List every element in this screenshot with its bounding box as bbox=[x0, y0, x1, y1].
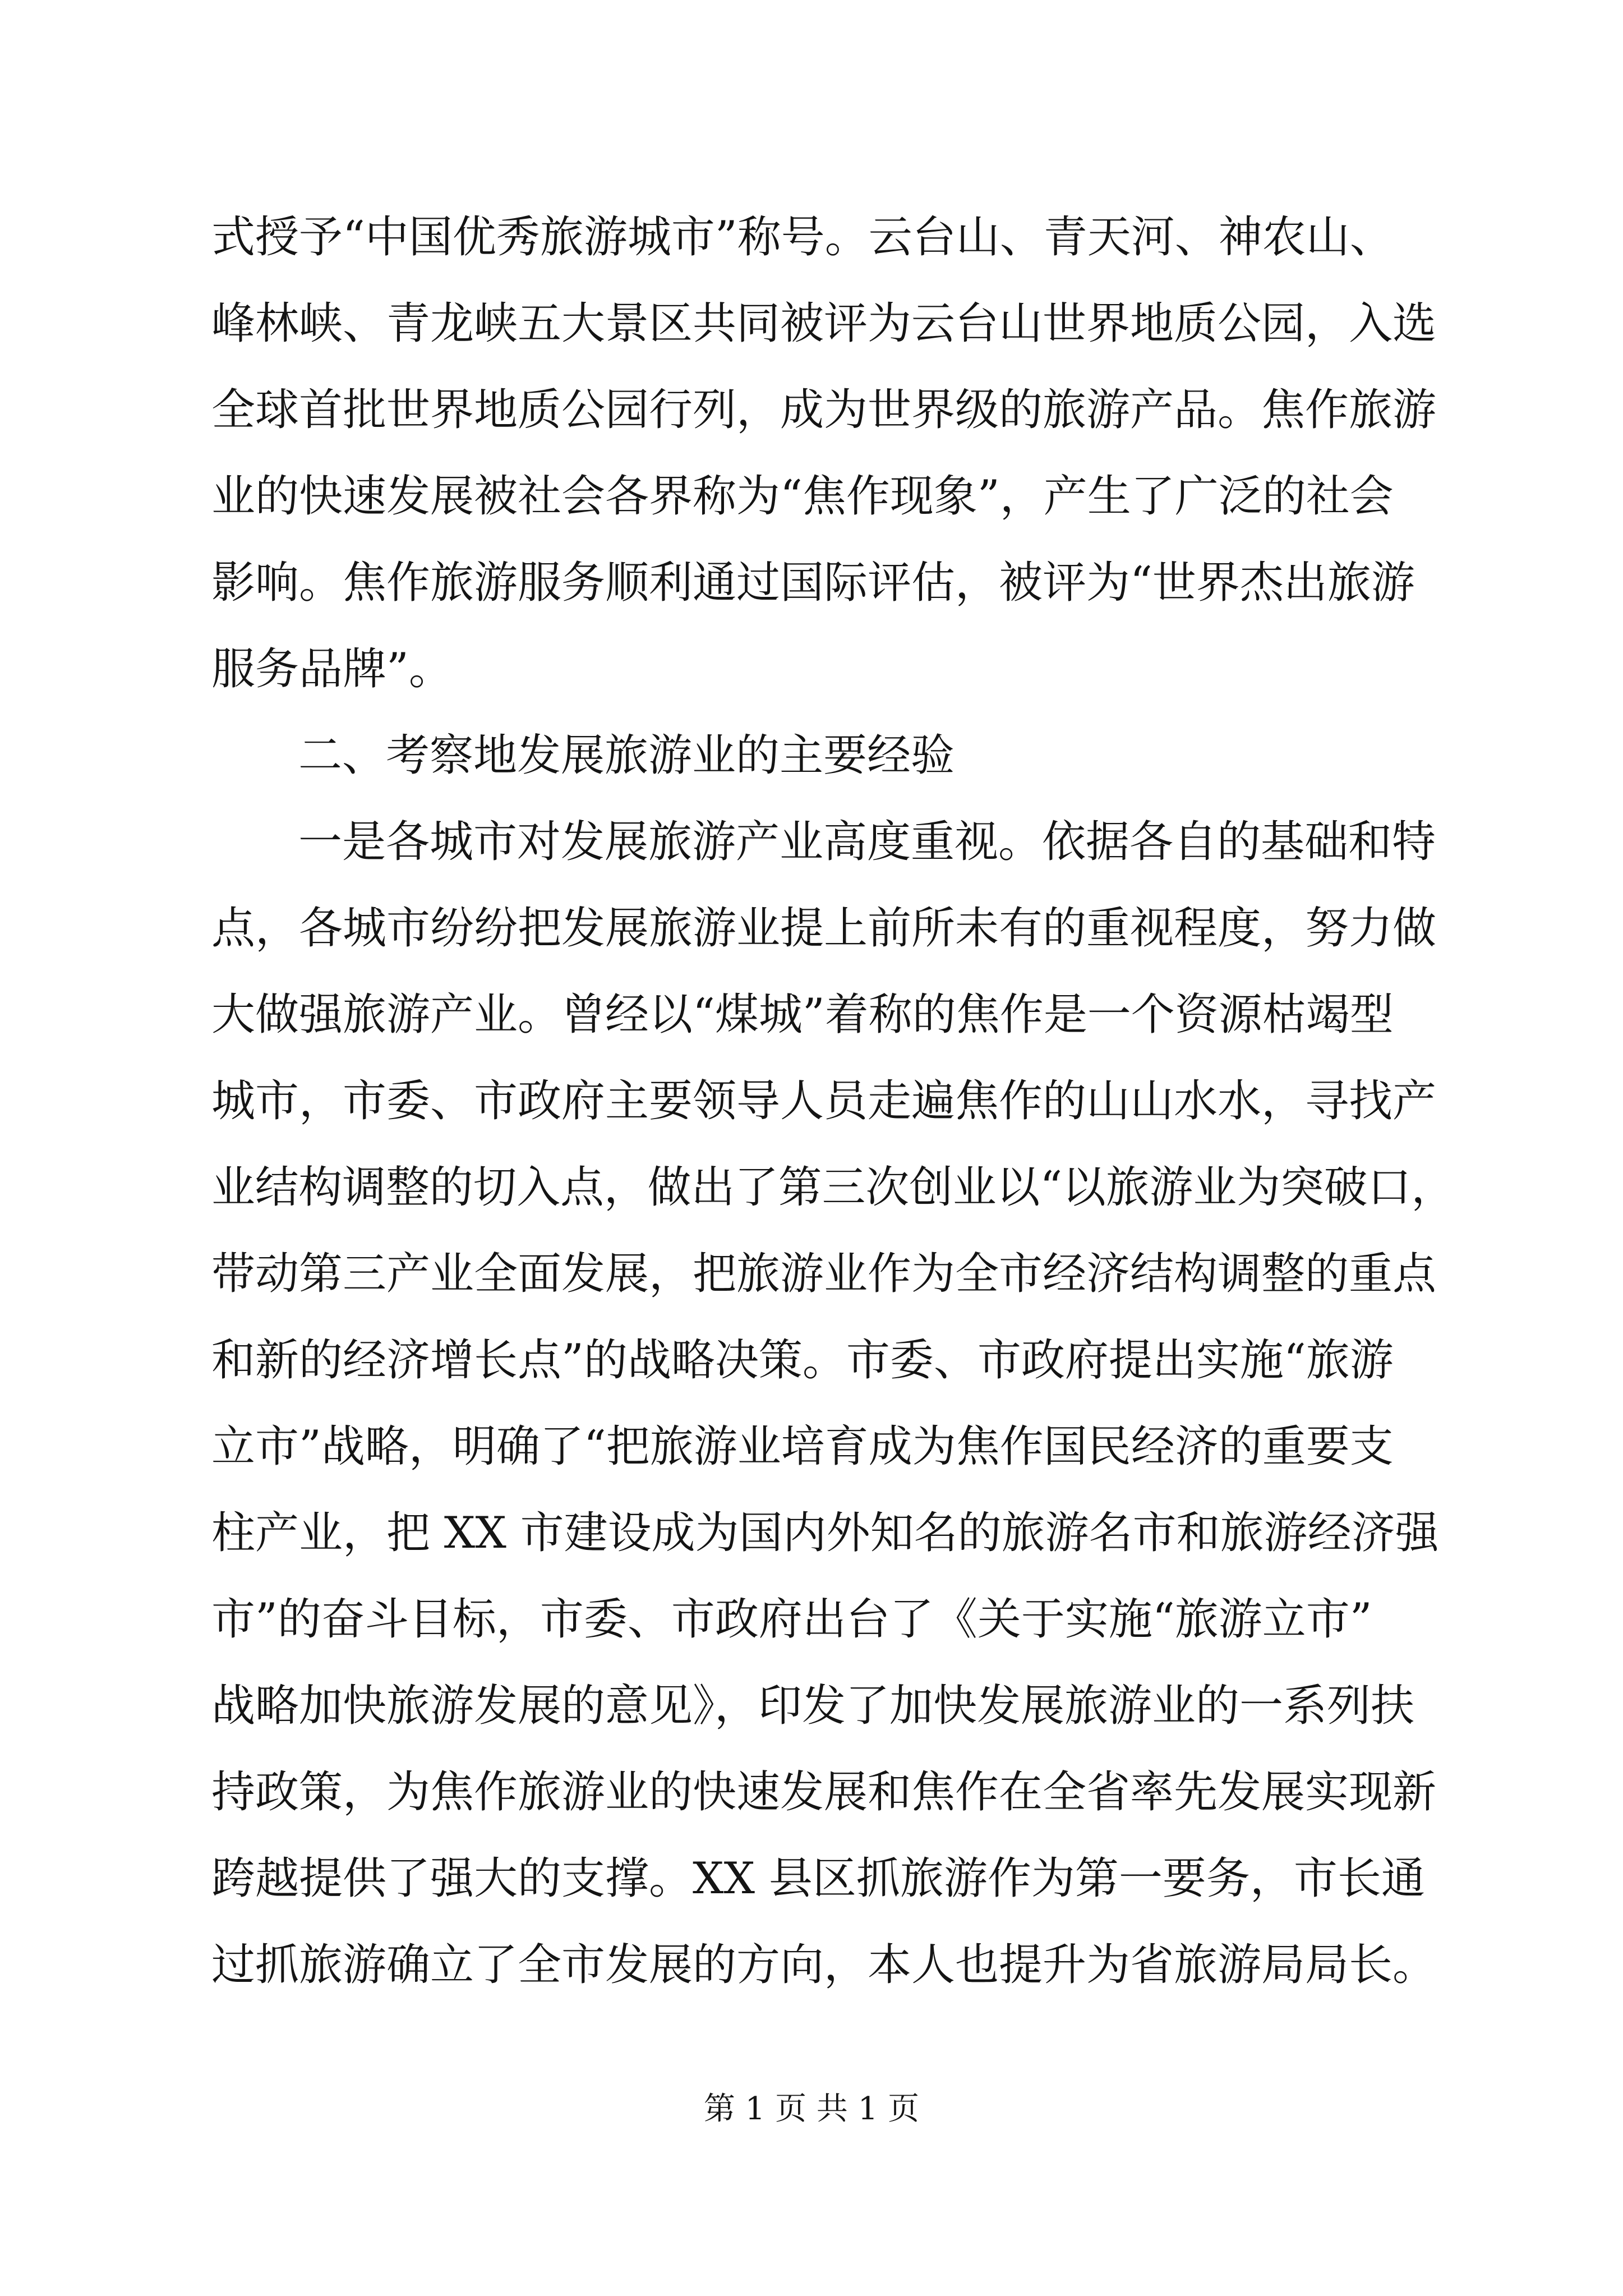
body-text-line: 市”的奋斗目标，市委、市政府出台了《关于实施“旅游立市” bbox=[211, 1594, 1372, 1645]
body-text-line: 影响。焦作旅游服务顺利通过国际评估，被评为“世界杰出旅游 bbox=[211, 558, 1415, 608]
body-text-line: 城市，市委、市政府主要领导人员走遍焦作的山山水水，寻找产 bbox=[211, 1076, 1437, 1126]
body-text-line: 点，各城市纷纷把发展旅游业提上前所未有的重视程度，努力做 bbox=[211, 903, 1437, 954]
body-text-line: 带动第三产业全面发展，把旅游业作为全市经济结构调整的重点 bbox=[211, 1249, 1437, 1299]
body-text-line: 柱产业，把 XX 市建设成为国内外知名的旅游名市和旅游经济强 bbox=[211, 1508, 1439, 1558]
body-text-line: 大做强旅游产业。曾经以“煤城”着称的焦作是一个资源枯竭型 bbox=[211, 990, 1394, 1040]
body-text-line: 持政策，为焦作旅游业的快速发展和焦作在全省率先发展实现新 bbox=[211, 1767, 1437, 1818]
page-number-footer: 第 1 页 共 1 页 bbox=[703, 2091, 920, 2127]
body-text-line: 过抓旅游确立了全市发展的方向，本人也提升为省旅游局局长。 bbox=[211, 1940, 1437, 1990]
body-text-line: 业结构调整的切入点，做出了第三次创业以“以旅游业为突破口， bbox=[211, 1162, 1455, 1213]
body-text-line: 和新的经济增长点”的战略决策。市委、市政府提出实施“旅游 bbox=[211, 1335, 1394, 1386]
body-text-line: 战略加快旅游发展的意见》，印发了加快发展旅游业的一系列扶 bbox=[211, 1681, 1415, 1731]
body-text-line: 服务品牌”。 bbox=[211, 644, 453, 694]
body-text-line: 全球首批世界地质公园行列，成为世界级的旅游产品。焦作旅游 bbox=[211, 385, 1437, 435]
body-text-line: 立市”战略，明确了“把旅游业培育成为焦作国民经济的重要支 bbox=[211, 1421, 1394, 1472]
section-heading: 二、考察地发展旅游业的主要经验 bbox=[298, 730, 955, 781]
body-text-line: 峰林峡、青龙峡五大景区共同被评为云台山世界地质公园，入选 bbox=[211, 298, 1437, 349]
body-text-line: 业的快速发展被社会各界称为“焦作现象”，产生了广泛的社会 bbox=[211, 471, 1394, 522]
body-text-line: 跨越提供了强大的支撑。XX 县区抓旅游作为第一要务，市长通 bbox=[211, 1853, 1425, 1904]
paragraph-first-line: 一是各城市对发展旅游产业高度重视。依据各自的基础和特 bbox=[298, 817, 1436, 867]
body-text-line: 式授予“中国优秀旅游城市”称号。云台山、青天河、神农山、 bbox=[211, 212, 1394, 263]
